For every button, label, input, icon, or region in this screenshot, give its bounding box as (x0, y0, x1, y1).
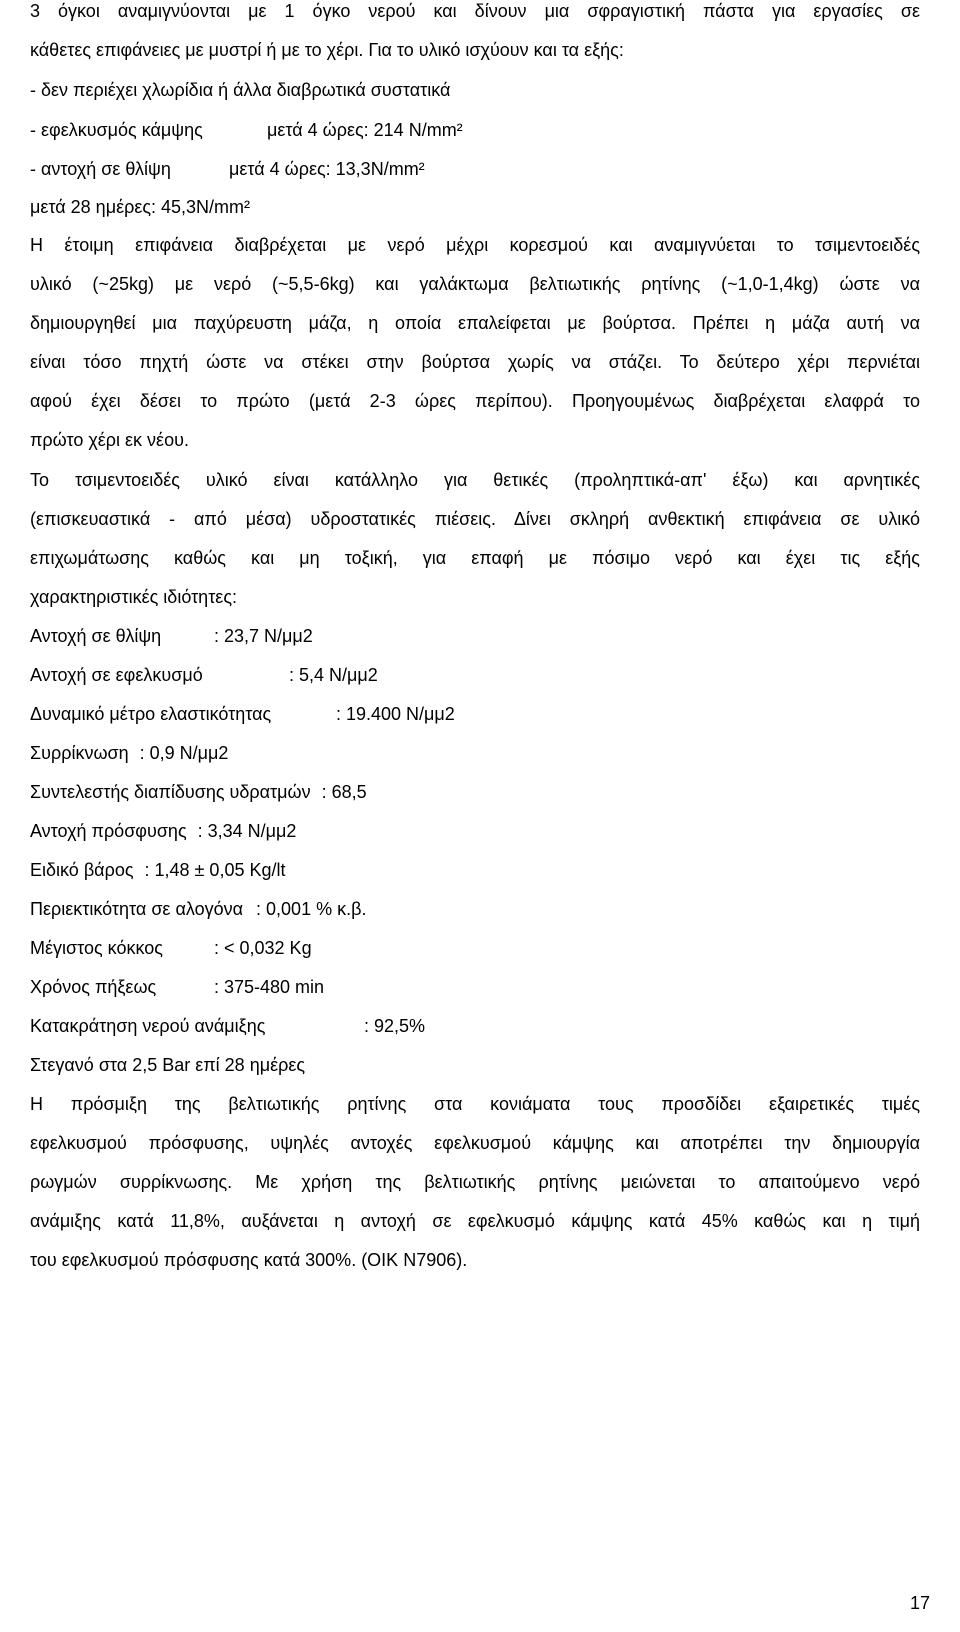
spec-row (30, 196, 250, 218)
paragraph-line: Η πρόσμιξη της βελτιωτικής ρητίνης στα κονιάματα τους προσδίδει εξαιρετικές τιμές (30, 1094, 920, 1114)
property-label: Ειδικό βάρος (30, 860, 134, 880)
spec-row (30, 119, 463, 141)
property-row (30, 1015, 426, 1037)
property-label: Περιεκτικότητα σε αλογόνα (30, 899, 244, 919)
property-value: : 23,7 N/μμ2 (214, 626, 313, 646)
intro-line: κάθετες επιφάνειες με μυστρί ή με το χέρι. Για το υλικό ισχύουν και τα εξής: (30, 40, 624, 60)
property-value: : 19.400 N/μμ2 (336, 704, 455, 724)
property-value: : 3,34 N/μμ2 (197, 821, 297, 841)
paragraph-line: του εφελκυσμού πρόσφυσης κατά 300%. (ΟΙΚ Ν7906). (30, 1250, 468, 1270)
property-label: Αντοχή πρόσφυσης (30, 821, 187, 841)
paragraph-line: αφού έχει δέσει το πρώτο (μετά 2-3 ώρες περίπου). Προηγουμένως διαβρέχεται ελαφρά το (30, 391, 920, 411)
spec-label: - αντοχή σε θλίψη (30, 159, 171, 179)
property-row (30, 742, 228, 764)
property-row (30, 820, 296, 842)
property-value: : 0,9 N/μμ2 (139, 743, 229, 763)
property-label: Χρόνος πήξεως (30, 977, 157, 997)
property-row (30, 1054, 305, 1076)
property-label: Συντελεστής διαπίδυσης υδρατμών (30, 782, 311, 802)
property-label: Στεγανό στα 2,5 Bar επί 28 ημέρες (30, 1055, 306, 1075)
spec-label: - εφελκυσμός κάμψης (30, 120, 203, 140)
property-value: : 375-480 min (214, 977, 325, 997)
property-label: Μέγιστος κόκκος (30, 938, 163, 958)
property-label: Δυναμικό μέτρο ελαστικότητας (30, 704, 272, 724)
paragraph-line: ανάμιξης κατά 11,8%, αυξάνεται η αντοχή σε εφελκυσμό κάμψης κατά 45% καθώς και η τιμή (30, 1211, 920, 1231)
property-value: : < 0,032 Kg (214, 938, 312, 958)
property-row (30, 625, 313, 647)
paragraph-line: επιχωμάτωσης καθώς και μη τοξική, για επαφή με πόσιμο νερό και έχει τις εξής (30, 548, 920, 568)
property-label: Αντοχή σε εφελκυσμό (30, 665, 203, 685)
property-value: : 0,001 % κ.β. (256, 899, 367, 919)
property-row (30, 976, 325, 998)
page-number: 17 (909, 1593, 930, 1613)
property-label: Συρρίκνωση (30, 743, 129, 763)
paragraph-line: πρώτο χέρι εκ νέου. (30, 430, 189, 450)
property-value: : 5,4 N/μμ2 (289, 665, 378, 685)
property-value: : 68,5 (321, 782, 367, 802)
property-row (30, 898, 366, 920)
paragraph-line: δημιουργηθεί μια παχύρευστη μάζα, η οποία επαλείφεται με βούρτσα. Πρέπει η μάζα αυτή να (30, 313, 920, 333)
intro-line: - δεν περιέχει χλωρίδια ή άλλα διαβρωτικά συστατικά (30, 80, 451, 100)
spec-label: μετά 28 ημέρες: 45,3N/mm² (30, 197, 251, 217)
spec-value: μετά 4 ώρες: 214 N/mm² (267, 120, 463, 140)
paragraph-line: εφελκυσμού πρόσφυσης, υψηλές αντοχές εφελκυσμού κάμψης και αποτρέπει την δημιουργία (30, 1133, 920, 1153)
paragraph-line: είναι τόσο πηχτή ώστε να στέκει στην βούρτσα χωρίς να στάζει. Το δεύτερο χέρι περνιέται (30, 352, 920, 372)
paragraph-line: Η έτοιμη επιφάνεια διαβρέχεται με νερό μέχρι κορεσμού και αναμιγνύεται το τσιμεντοειδές (30, 235, 920, 255)
paragraph-line: (επισκευαστικά - από μέσα) υδροστατικές πιέσεις. Δίνει σκληρή ανθεκτική επιφάνεια σε υλικό (30, 509, 920, 529)
property-label: Κατακράτηση νερού ανάμιξης (30, 1016, 266, 1036)
paragraph-line: χαρακτηριστικές ιδιότητες: (30, 587, 237, 607)
property-row (30, 937, 312, 959)
property-row (30, 859, 285, 881)
property-row (30, 664, 378, 686)
property-value: : 1,48 ± 0,05 Kg/lt (144, 860, 286, 880)
paragraph-line: ρωγμών συρρίκνωσης. Με χρήση της βελτιωτικής ρητίνης μειώνεται το απαιτούμενο νερό (30, 1172, 920, 1192)
intro-line: 3 όγκοι αναμιγνύονται με 1 όγκο νερού και δίνουν μια σφραγιστική πάστα για εργασίες σε (30, 1, 920, 21)
spec-row (30, 158, 425, 180)
property-row (30, 781, 367, 803)
paragraph-line: υλικό (~25kg) με νερό (~5,5-6kg) και γαλάκτωμα βελτιωτικής ρητίνης (~1,0-1,4kg) ώστε να (30, 274, 920, 294)
property-value: : 92,5% (364, 1016, 426, 1036)
paragraph-line: Το τσιμεντοειδές υλικό είναι κατάλληλο για θετικές (προληπτικά-απ' έξω) και αρνητικές (30, 470, 920, 490)
property-label: Αντοχή σε θλίψη (30, 626, 162, 646)
property-row (30, 703, 455, 725)
spec-value: μετά 4 ώρες: 13,3N/mm² (229, 159, 425, 179)
